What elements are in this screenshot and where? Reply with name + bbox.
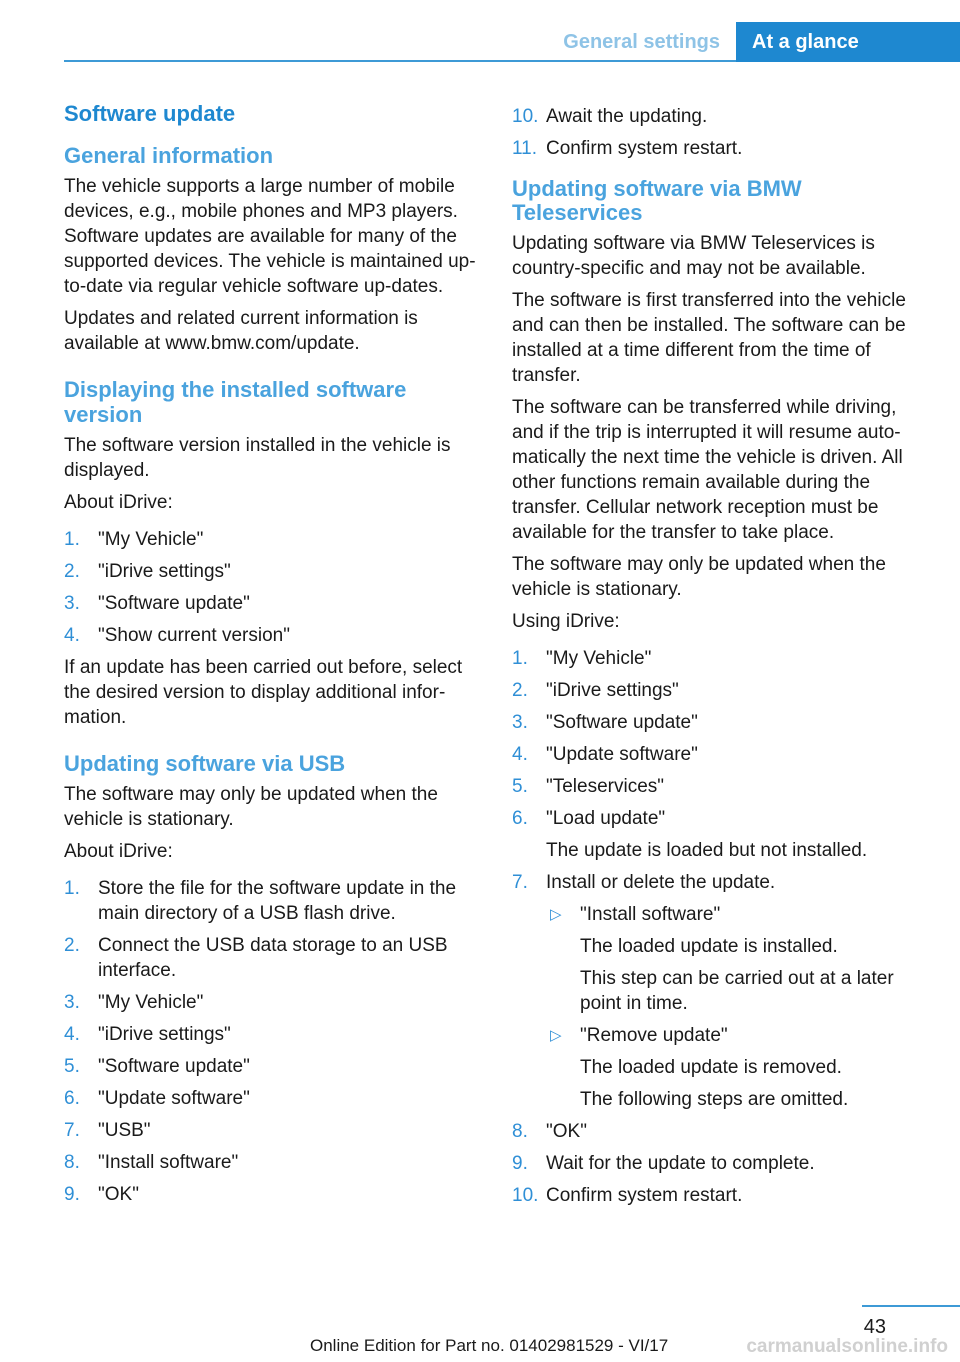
step-number: 8.: [64, 1151, 80, 1173]
step-text: "Update software": [546, 744, 698, 766]
header-section-title: General settings: [563, 31, 720, 53]
teleservices-paragraph-4: The software may only be updated when the vehicle is stationary.: [512, 554, 886, 601]
step-text: "iDrive settings": [98, 560, 231, 582]
step-number: 4.: [512, 744, 528, 766]
step-number: 10.: [512, 1185, 539, 1207]
list-item: [64, 623, 480, 648]
list-item: [512, 1183, 932, 1208]
general-paragraph-2: Updates and related current information is available at www.bmw.com/update.: [64, 308, 418, 355]
step-text: Wait for the update to complete.: [546, 1153, 815, 1175]
option-item: [546, 1023, 932, 1112]
list-item: [512, 678, 932, 703]
list-item: [512, 646, 932, 671]
step-text: "Show current version": [98, 624, 290, 646]
watermark: carmanualsonline.info: [746, 1336, 948, 1357]
list-item: [512, 136, 932, 161]
teleservices-heading: Updating software via BMW Teleservices: [512, 176, 802, 226]
step-text: Confirm system restart.: [546, 138, 743, 159]
list-item: [64, 1022, 480, 1047]
displaying-paragraph-3: If an update has been carried out before, select the desired version to display additional infor‐mation.: [64, 656, 463, 728]
right-column: [512, 102, 932, 1215]
step-text: Store the file for the software update in the main directory of a USB flash drive.: [98, 877, 457, 924]
general-information-heading: General information: [64, 143, 274, 169]
step-number: 1.: [512, 648, 528, 670]
usb-steps-continued: [512, 104, 932, 161]
page-title: Software update: [64, 101, 236, 126]
step-text: Install or delete the update.: [546, 872, 776, 894]
step-number: 3.: [64, 592, 80, 614]
step-text: "My Vehicle": [98, 991, 204, 1013]
step-text: "Update software": [98, 1087, 250, 1109]
option-note: This step can be carried out at a later point in time.: [580, 968, 894, 1015]
list-item: [64, 933, 480, 983]
option-note: The following steps are omitted.: [580, 1089, 849, 1111]
list-item: [64, 527, 480, 552]
usb-paragraph-2: About iDrive:: [64, 840, 173, 862]
option-text: "Install software": [580, 904, 721, 926]
usb-update-heading: Updating software via USB: [64, 750, 346, 776]
step-number: 11.: [512, 138, 538, 159]
list-item: [64, 876, 480, 926]
step-text: "Install software": [98, 1151, 239, 1173]
list-item: [64, 1054, 480, 1079]
displaying-version-heading: Displaying the installed software version: [64, 377, 407, 427]
list-item: [64, 1182, 480, 1207]
displaying-steps: [64, 527, 480, 648]
displaying-paragraph-1: The software version installed in the vehicle is displayed.: [64, 434, 451, 481]
step-number: 6.: [512, 808, 528, 830]
step-number: 7.: [512, 872, 528, 894]
step-number: 10.: [512, 106, 539, 127]
step-number: 6.: [64, 1087, 80, 1109]
step-number: 9.: [64, 1183, 80, 1205]
step-number: 1.: [64, 877, 80, 899]
step-text: "OK": [98, 1183, 139, 1205]
triangle-bullet-icon: ▷: [550, 1027, 562, 1045]
teleservices-paragraph-3: The software can be transferred while driving, and if the trip is interrupted it will resume auto‐matically the next time the vehicle is driven. All other functions remain available during the transfer. Cellular network reception must be available for the transfer to take place.: [512, 397, 903, 544]
list-item: [64, 591, 480, 616]
step-number: 1.: [64, 528, 80, 550]
step-text: "Teleservices": [546, 776, 665, 798]
list-item: [512, 1151, 932, 1176]
list-item: [512, 742, 932, 767]
option-note: The loaded update is removed.: [580, 1057, 842, 1079]
teleservices-paragraph-5: Using iDrive:: [512, 611, 620, 633]
list-item: [512, 774, 932, 799]
list-item: [512, 710, 932, 735]
list-item: [64, 1150, 480, 1175]
option-item: [546, 902, 932, 1016]
list-item: [64, 559, 480, 584]
step-text: "Software update": [98, 592, 250, 614]
step-text: "iDrive settings": [98, 1023, 231, 1045]
list-item: [512, 104, 932, 129]
header-chapter-label: At a glance: [752, 31, 859, 53]
step-number: 3.: [64, 991, 80, 1013]
step-text: "Software update": [98, 1055, 250, 1077]
page-number-rule: [862, 1305, 960, 1307]
step-number: 3.: [512, 712, 528, 734]
step-note: The update is loaded but not installed.: [546, 840, 868, 862]
page-number: 43: [863, 1316, 886, 1338]
step-text: Await the updating.: [546, 106, 708, 127]
triangle-bullet-icon: ▷: [550, 906, 562, 924]
header-chapter-tab: [736, 22, 960, 62]
step-options: [546, 902, 932, 1112]
step-text: "USB": [98, 1119, 151, 1141]
step-text: Connect the USB data storage to an USB interface.: [98, 934, 448, 981]
list-item: [512, 806, 932, 863]
step-number: 2.: [64, 560, 80, 582]
step-text: "My Vehicle": [546, 648, 652, 670]
edition-footer: Online Edition for Part no. 01402981529 - VI/17: [310, 1336, 669, 1355]
usb-paragraph-1: The software may only be updated when the vehicle is stationary.: [64, 783, 438, 830]
teleservices-steps: [512, 646, 932, 1208]
list-item: [512, 1119, 932, 1144]
general-paragraph-1: The vehicle supports a large number of mobile devices, e.g., mobile phones and MP3 players. Software updates are available for many of the supported devices. The vehicle is maintained up-to-date via regular vehicle software up‐dates.: [64, 176, 476, 298]
usb-steps: [64, 876, 480, 1207]
step-number: 8.: [512, 1121, 528, 1143]
step-number: 4.: [64, 624, 80, 646]
list-item: [64, 1118, 480, 1143]
step-text: "OK": [546, 1121, 587, 1143]
step-number: 5.: [64, 1055, 80, 1077]
option-text: "Remove update": [580, 1025, 728, 1047]
step-text: "Software update": [546, 712, 698, 734]
step-number: 2.: [512, 680, 528, 702]
step-text: "My Vehicle": [98, 528, 204, 550]
step-number: 9.: [512, 1153, 528, 1175]
teleservices-paragraph-1: Updating software via BMW Teleservices is country-specific and may not be available.: [512, 233, 875, 280]
step-number: 4.: [64, 1023, 80, 1045]
step-text: "Load update": [546, 808, 666, 830]
list-item: [512, 870, 932, 1112]
displaying-paragraph-2: About iDrive:: [64, 491, 173, 513]
list-item: [64, 990, 480, 1015]
step-text: Confirm system restart.: [546, 1185, 743, 1207]
list-item: [64, 1086, 480, 1111]
step-text: "iDrive settings": [546, 680, 679, 702]
teleservices-paragraph-2: The software is first transferred into the vehicle and can then be installed. The software can be installed at a time different from the time of transfer.: [512, 290, 906, 387]
step-number: 5.: [512, 776, 528, 798]
option-note: The loaded update is installed.: [580, 936, 838, 958]
step-number: 7.: [64, 1119, 80, 1141]
step-number: 2.: [64, 934, 80, 956]
left-column: [64, 102, 480, 1214]
